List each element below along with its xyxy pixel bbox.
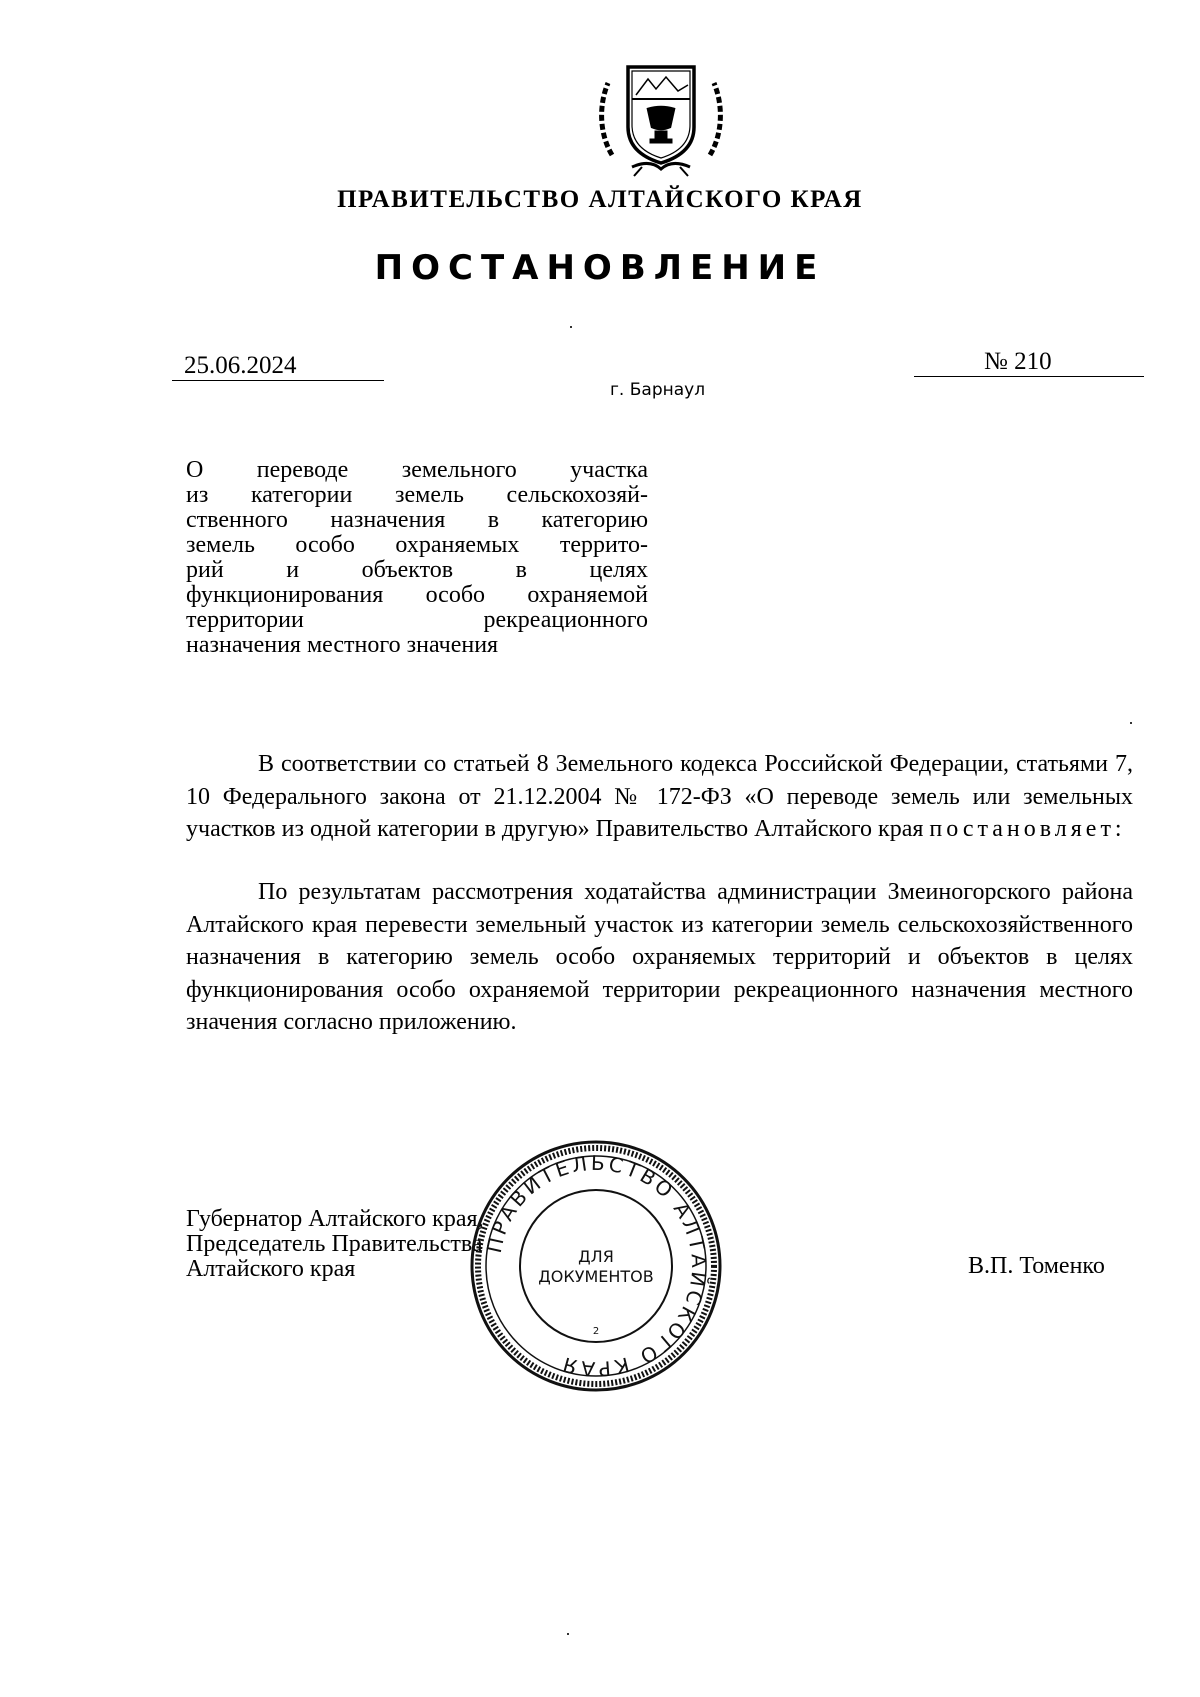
stamp-ring-text: ПРАВИТЕЛЬСТВО АЛТАЙСКОГО КРАЯ (481, 1150, 712, 1382)
signatory-title-line: Председатель Правительства (186, 1231, 483, 1257)
document-city: г. Барнаул (610, 380, 706, 400)
signatory-title-line: Алтайского края (186, 1256, 356, 1282)
preamble-text: В соответствии со статьей 8 Земельного кодекса Российской Федерации, статьями 7, 10 Федерального закона от 21.12.2004 № 172-ФЗ «О переводе земель или земельных участков из одной категории в другую» Правительство Алтайского края (186, 751, 1133, 842)
subject-line: из категории земель сельскохозяй- (186, 482, 648, 508)
document-type-heading: ПОСТАНОВЛЕНИЕ (374, 248, 826, 288)
subject-line: земель особо охраняемых террито- (186, 532, 648, 558)
stamp-center-line: ДЛЯ (578, 1247, 614, 1266)
resolution-verb: постановляет: (929, 816, 1126, 842)
document-number: № 210 (914, 348, 1144, 377)
subject-line: назначения местного значения (186, 632, 499, 658)
subject-line: ственного назначения в категорию (186, 507, 648, 533)
scan-speck (1130, 722, 1132, 724)
scan-speck (570, 326, 572, 328)
official-stamp (468, 1138, 724, 1394)
subject-line: функционирования особо охраняемой (186, 582, 648, 608)
document-subject (186, 458, 648, 658)
signatory-title (186, 1207, 484, 1282)
subject-line: территории рекреационного (186, 607, 648, 633)
signatory-title-line: Губернатор Алтайского края, (186, 1206, 484, 1232)
subject-line: рий и объектов в целях (186, 557, 648, 583)
stamp-center-line: ДОКУМЕНТОВ (538, 1267, 654, 1286)
document-date: 25.06.2024 (172, 352, 384, 381)
stamp-number: 2 (592, 1326, 600, 1337)
body-paragraph-preamble (186, 748, 1133, 846)
scan-speck (567, 1633, 569, 1635)
organization-title: ПРАВИТЕЛЬСТВО АЛТАЙСКОГО КРАЯ (337, 186, 863, 213)
signatory-name: В.П. Томенко (968, 1253, 1105, 1279)
body-paragraph-decision: По результатам рассмотрения ходатайства администрации Змеиногорского района Алтайского края перевести земельный участок из категории земель сельскохозяйственного назначения в категорию земель особо охраняемых территорий и объектов в целях функционирования особо охраняемой территории рекреационного назначения местного значения согласно приложению. (186, 879, 1133, 1035)
coat-of-arms-emblem (592, 55, 730, 177)
subject-line: О переводе земельного участка (186, 457, 648, 483)
